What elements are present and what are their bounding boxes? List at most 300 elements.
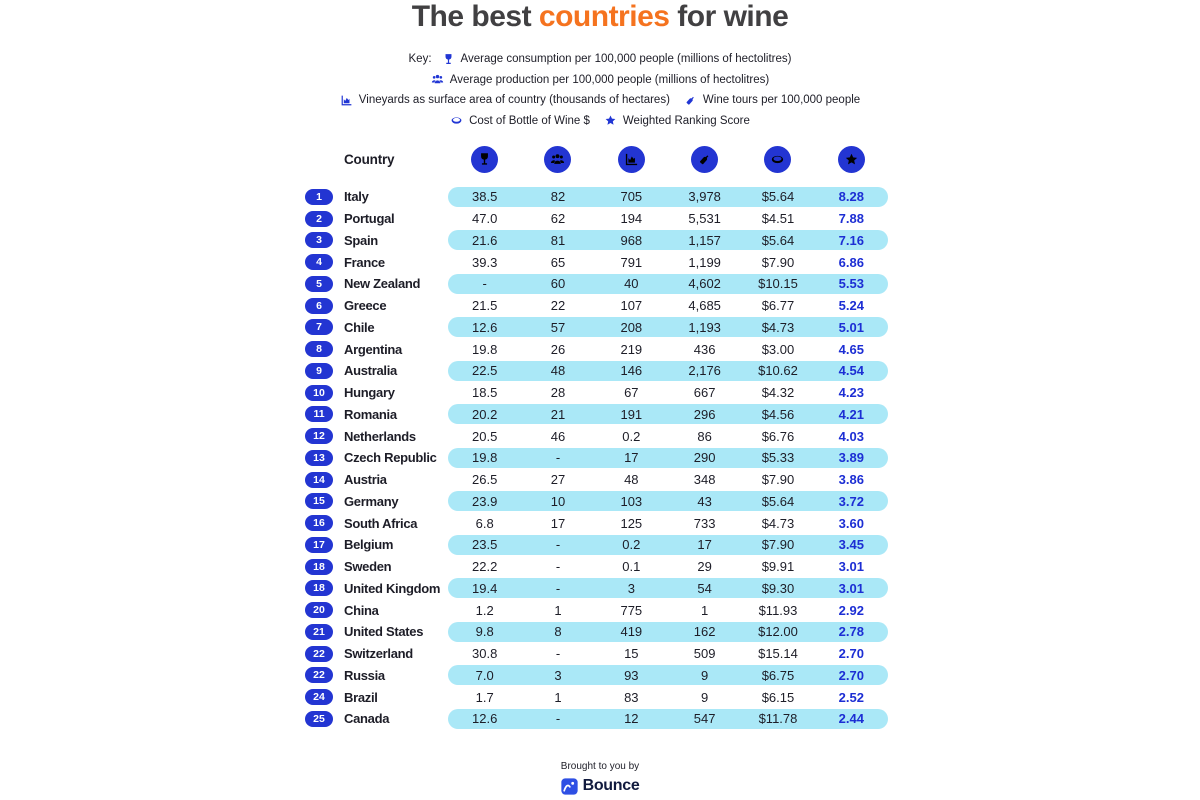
metric-value: $3.00 xyxy=(761,341,795,357)
country-name: Australia xyxy=(344,363,397,379)
metric-value: 9 xyxy=(701,667,709,683)
rank-badge: 5 xyxy=(305,276,333,292)
metric-value: $10.62 xyxy=(758,363,798,379)
ranking-score-value: 7.16 xyxy=(838,232,864,248)
row-values-pill xyxy=(448,470,888,490)
metric-value: $6.75 xyxy=(761,667,795,683)
rank-badge: 21 xyxy=(305,624,333,640)
metric-value: 0.2 xyxy=(622,537,641,553)
title-highlight: countries xyxy=(538,0,670,33)
country-name: South Africa xyxy=(344,515,418,531)
people-icon xyxy=(544,146,571,173)
metric-value: $10.15 xyxy=(758,276,798,292)
ranking-score-value: 2.78 xyxy=(838,624,864,640)
metric-value: 1 xyxy=(554,602,562,618)
country-name: Hungary xyxy=(344,385,395,401)
metric-value: - xyxy=(555,559,561,575)
metric-value: $4.73 xyxy=(761,515,795,531)
row-values-pill xyxy=(448,448,888,468)
metric-value: 348 xyxy=(693,472,716,488)
metric-value: $4.32 xyxy=(761,385,795,401)
brand-logo xyxy=(0,777,1200,795)
legend-line-2 xyxy=(431,70,769,91)
metric-value: $7.90 xyxy=(761,472,795,488)
metric-value: 1 xyxy=(554,689,562,705)
metric-value: 83 xyxy=(624,689,639,705)
legend-item-text: Cost of Bottle of Wine $ xyxy=(469,114,590,127)
table-row xyxy=(305,317,889,339)
metric-value: 62 xyxy=(550,211,566,227)
metric-value: 1.7 xyxy=(475,689,494,705)
metric-value: 705 xyxy=(620,189,643,205)
metric-value: 29 xyxy=(697,559,712,575)
title-suffix: for wine xyxy=(669,0,789,33)
rank-badge: 4 xyxy=(305,254,333,270)
row-values-pill xyxy=(448,644,888,664)
metric-value: 1,157 xyxy=(688,232,721,248)
ranking-score-value: 4.54 xyxy=(838,363,864,379)
metric-value: 3 xyxy=(627,580,635,596)
rank-badge: 18 xyxy=(305,580,333,596)
metric-column-header xyxy=(448,146,521,173)
row-values-pill xyxy=(448,339,888,359)
metric-value: 38.5 xyxy=(472,189,498,205)
table-row xyxy=(305,643,889,665)
wine-glass-icon xyxy=(442,53,455,66)
metric-value: 30.8 xyxy=(472,646,498,662)
metric-value: $5.33 xyxy=(761,450,795,466)
rank-badge: 2 xyxy=(305,211,333,227)
star-icon xyxy=(604,114,617,127)
row-values-pill xyxy=(448,709,888,729)
ranking-score-value: 4.23 xyxy=(838,385,864,401)
metric-value: 20.2 xyxy=(472,406,498,422)
rank-badge: 20 xyxy=(305,602,333,618)
table-row xyxy=(305,534,889,556)
metric-value: 5,531 xyxy=(688,211,721,227)
metric-value: - xyxy=(482,276,487,292)
row-values-pill xyxy=(448,622,888,642)
table-row xyxy=(305,621,889,643)
metric-value: $6.77 xyxy=(761,298,795,314)
ranking-score-value: 3.45 xyxy=(838,537,864,553)
metric-value: 509 xyxy=(693,646,716,662)
metric-value: 28 xyxy=(550,385,566,401)
ranking-score-value: 3.72 xyxy=(838,493,864,509)
metric-value: 3,978 xyxy=(688,189,721,205)
metric-value: $11.93 xyxy=(758,602,798,618)
metric-value: 12.6 xyxy=(472,711,498,727)
metric-value: 2,176 xyxy=(688,363,721,379)
table-row xyxy=(305,230,889,252)
metric-value: 17 xyxy=(550,515,566,531)
metric-value: 26.5 xyxy=(472,472,498,488)
table-row xyxy=(305,425,889,447)
table-row xyxy=(305,295,889,317)
brand-name: Bounce xyxy=(582,777,640,794)
metric-column-header xyxy=(595,146,668,173)
metric-value: 19.4 xyxy=(472,580,498,596)
rank-badge: 22 xyxy=(305,646,333,662)
ranking-score-value: 6.86 xyxy=(838,254,864,270)
metric-column-header xyxy=(741,146,814,173)
metric-value: 21 xyxy=(550,406,566,422)
metric-value: 103 xyxy=(620,493,643,509)
table-row xyxy=(305,251,889,273)
metric-value: 26 xyxy=(550,341,566,357)
row-values-pill xyxy=(448,230,888,250)
ranking-score-value: 3.60 xyxy=(838,515,864,531)
metric-value: 27 xyxy=(550,472,566,488)
rankings-table xyxy=(305,145,889,730)
row-values-pill xyxy=(448,209,888,229)
table-row xyxy=(305,578,889,600)
country-name: Argentina xyxy=(344,341,402,357)
metric-value: 21.5 xyxy=(472,298,498,314)
metric-value: 436 xyxy=(693,341,716,357)
ranking-score-value: 3.01 xyxy=(838,580,864,596)
rank-badge: 24 xyxy=(305,689,333,705)
footer xyxy=(0,761,1200,795)
metric-value: 7.0 xyxy=(475,667,494,683)
table-header-row xyxy=(305,145,889,173)
table-body xyxy=(305,186,889,730)
metric-value: 791 xyxy=(620,254,643,270)
metric-value: 43 xyxy=(697,493,712,509)
legend-item-text: Weighted Ranking Score xyxy=(622,114,750,127)
wine-glass-icon xyxy=(471,146,498,173)
ranking-score-value: 5.24 xyxy=(838,298,864,314)
country-name: Chile xyxy=(344,319,375,335)
rank-badge: 11 xyxy=(305,406,333,422)
vineyard-area-icon xyxy=(618,146,645,173)
metric-value: $6.15 xyxy=(761,689,795,705)
ranking-score-value: 2.52 xyxy=(838,689,864,705)
metric-value: 18.5 xyxy=(472,385,498,401)
country-name: Germany xyxy=(344,493,399,509)
country-name: China xyxy=(344,602,379,618)
row-values-pill xyxy=(448,665,888,685)
title-prefix: The best xyxy=(411,0,539,33)
metric-value: 60 xyxy=(550,276,566,292)
metric-value: 39.3 xyxy=(472,254,498,270)
metric-value: 57 xyxy=(550,319,566,335)
metric-value: $7.90 xyxy=(761,537,795,553)
country-name: Austria xyxy=(344,472,387,488)
legend-item xyxy=(431,73,769,86)
ranking-score-value: 7.88 xyxy=(838,211,864,227)
country-name: Sweden xyxy=(344,559,392,575)
country-name: United Kingdom xyxy=(344,580,441,596)
table-row xyxy=(305,360,889,382)
row-values-pill xyxy=(448,404,888,424)
country-name: United States xyxy=(344,624,424,640)
legend-line-3 xyxy=(340,90,860,111)
legend xyxy=(0,49,1200,131)
ranking-score-value: 2.44 xyxy=(838,711,864,727)
metric-value: 82 xyxy=(550,189,566,205)
country-name: Greece xyxy=(344,298,387,314)
metric-value: 67 xyxy=(624,385,639,401)
legend-label: Key: xyxy=(408,53,432,66)
table-row xyxy=(305,338,889,360)
table-row xyxy=(305,273,889,295)
metric-value: 48 xyxy=(550,363,566,379)
metric-value: 125 xyxy=(620,515,643,531)
ranking-score-value: 3.89 xyxy=(838,450,864,466)
row-values-pill xyxy=(448,361,888,381)
metric-value: 22.2 xyxy=(472,559,498,575)
table-row xyxy=(305,469,889,491)
row-values-pill xyxy=(448,252,888,272)
metric-value: 1.2 xyxy=(475,602,494,618)
metric-value: 9 xyxy=(701,689,709,705)
country-name: Romania xyxy=(344,406,397,422)
metric-value: 3 xyxy=(554,667,562,683)
metric-value: $11.78 xyxy=(758,711,798,727)
metric-value: 47.0 xyxy=(472,211,498,227)
table-row xyxy=(305,556,889,578)
metric-value: $9.30 xyxy=(761,580,795,596)
rank-badge: 25 xyxy=(305,711,333,727)
rank-badge: 1 xyxy=(305,189,333,205)
coin-icon xyxy=(764,146,791,173)
metric-value: 547 xyxy=(693,711,716,727)
metric-value: 12.6 xyxy=(472,319,498,335)
country-name: Portugal xyxy=(344,211,395,227)
table-row xyxy=(305,665,889,687)
metric-value: 146 xyxy=(620,363,643,379)
legend-item xyxy=(442,53,792,66)
country-name: Netherlands xyxy=(344,428,416,444)
metric-value: 0.2 xyxy=(622,428,641,444)
legend-item-text: Vineyards as surface area of country (thousands of hectares) xyxy=(358,94,670,107)
country-name: Spain xyxy=(344,232,378,248)
row-values-pill xyxy=(448,535,888,555)
page-title xyxy=(0,0,1200,34)
metric-value: 10 xyxy=(550,493,566,509)
star-icon xyxy=(838,146,865,173)
rank-badge: 16 xyxy=(305,515,333,531)
rank-badge: 13 xyxy=(305,450,333,466)
metric-value: 1,199 xyxy=(688,254,721,270)
metric-column-header xyxy=(815,146,888,173)
ranking-score-value: 3.01 xyxy=(838,559,864,575)
rank-badge: 17 xyxy=(305,537,333,553)
country-name: France xyxy=(344,254,385,270)
rank-badge: 3 xyxy=(305,232,333,248)
metric-value: $6.76 xyxy=(761,428,795,444)
row-values-pill xyxy=(448,274,888,294)
legend-line-4 xyxy=(450,111,750,132)
metric-value: 1,193 xyxy=(688,319,721,335)
table-row xyxy=(305,186,889,208)
metric-value: 107 xyxy=(620,298,643,314)
metric-value: 208 xyxy=(620,319,643,335)
metric-value: 65 xyxy=(550,254,566,270)
ranking-score-value: 8.28 xyxy=(838,189,864,205)
table-row xyxy=(305,708,889,730)
metric-value: 21.6 xyxy=(472,232,498,248)
metric-value: 733 xyxy=(693,515,716,531)
metric-value: $4.51 xyxy=(761,211,795,227)
country-name: Russia xyxy=(344,667,385,683)
metric-value: 23.9 xyxy=(472,493,498,509)
metric-value: - xyxy=(555,646,561,662)
row-values-pill xyxy=(448,600,888,620)
people-icon xyxy=(431,73,444,86)
metric-value: 219 xyxy=(620,341,643,357)
metric-column-header xyxy=(668,146,741,173)
metric-value: 48 xyxy=(624,472,639,488)
country-name: Belgium xyxy=(344,537,394,553)
rank-badge: 15 xyxy=(305,493,333,509)
row-values-pill xyxy=(448,578,888,598)
metric-value: $15.14 xyxy=(758,646,798,662)
metric-value: 0.1 xyxy=(622,559,641,575)
metric-value: 17 xyxy=(624,450,639,466)
metric-value: $7.90 xyxy=(761,254,795,270)
metric-value: 23.5 xyxy=(472,537,498,553)
footer-tagline: Brought to you by xyxy=(560,761,640,772)
wine-bottle-icon xyxy=(684,94,697,107)
metric-value: $5.64 xyxy=(761,232,795,248)
row-values-pill xyxy=(448,187,888,207)
metric-value: 40 xyxy=(624,276,639,292)
row-values-pill xyxy=(448,513,888,533)
row-values-pill xyxy=(448,557,888,577)
row-values-pill xyxy=(448,687,888,707)
country-name: Czech Republic xyxy=(344,450,437,466)
legend-item xyxy=(684,94,860,107)
metric-value: 22 xyxy=(550,298,566,314)
metric-value: 54 xyxy=(697,580,712,596)
wine-bottle-icon xyxy=(691,146,718,173)
metric-value: 19.8 xyxy=(472,450,498,466)
legend-item-text: Wine tours per 100,000 people xyxy=(702,94,861,107)
metric-value: 667 xyxy=(693,385,716,401)
metric-value: 775 xyxy=(620,602,643,618)
metric-value: 9.8 xyxy=(475,624,494,640)
row-values-pill xyxy=(448,426,888,446)
rank-badge: 12 xyxy=(305,428,333,444)
table-row xyxy=(305,382,889,404)
metric-value: 46 xyxy=(550,428,566,444)
table-row xyxy=(305,686,889,708)
metric-value: 81 xyxy=(550,232,566,248)
metric-value: 1 xyxy=(701,602,709,618)
rank-badge: 6 xyxy=(305,298,333,314)
vineyard-area-icon xyxy=(340,94,353,107)
ranking-score-value: 4.21 xyxy=(838,406,864,422)
ranking-score-value: 2.70 xyxy=(838,667,864,683)
country-name: Italy xyxy=(344,189,369,205)
metric-column-headers xyxy=(448,146,888,173)
legend-line-1 xyxy=(409,49,792,70)
country-name: Brazil xyxy=(344,689,378,705)
rank-badge: 22 xyxy=(305,667,333,683)
legend-item xyxy=(340,94,670,107)
metric-value: $5.64 xyxy=(761,493,795,509)
ranking-score-value: 5.53 xyxy=(838,276,864,292)
legend-item-text: Average production per 100,000 people (millions of hectolitres) xyxy=(449,73,770,86)
metric-value: 19.8 xyxy=(472,341,498,357)
metric-value: 194 xyxy=(620,211,643,227)
rank-badge: 14 xyxy=(305,472,333,488)
metric-value: 4,602 xyxy=(688,276,721,292)
metric-value: 4,685 xyxy=(688,298,721,314)
metric-value: 6.8 xyxy=(475,515,494,531)
metric-value: - xyxy=(555,580,561,596)
ranking-score-value: 4.03 xyxy=(838,428,864,444)
metric-value: 86 xyxy=(697,428,712,444)
coin-icon xyxy=(450,114,463,127)
metric-value: $9.91 xyxy=(761,559,795,575)
metric-value: 20.5 xyxy=(472,428,498,444)
country-column-header: Country xyxy=(344,151,395,167)
table-row xyxy=(305,447,889,469)
metric-value: - xyxy=(555,711,561,727)
metric-value: 162 xyxy=(693,624,716,640)
ranking-score-value: 2.92 xyxy=(838,602,864,618)
rank-badge: 7 xyxy=(305,319,333,335)
table-row xyxy=(305,512,889,534)
legend-item xyxy=(604,114,750,127)
table-row xyxy=(305,599,889,621)
metric-value: 191 xyxy=(620,406,643,422)
ranking-score-value: 2.70 xyxy=(838,646,864,662)
legend-item-text: Average consumption per 100,000 people (millions of hectolitres) xyxy=(460,53,792,66)
metric-value: 93 xyxy=(624,667,639,683)
metric-value: - xyxy=(555,450,561,466)
country-name: Canada xyxy=(344,711,390,727)
metric-value: $4.73 xyxy=(761,319,795,335)
metric-value: 15 xyxy=(624,646,639,662)
metric-value: $5.64 xyxy=(761,189,795,205)
table-row xyxy=(305,208,889,230)
metric-value: 22.5 xyxy=(472,363,498,379)
metric-value: 17 xyxy=(697,537,712,553)
bounce-logo-icon xyxy=(561,778,578,795)
row-values-pill xyxy=(448,491,888,511)
metric-value: $4.56 xyxy=(761,406,795,422)
metric-value: 419 xyxy=(620,624,643,640)
row-values-pill xyxy=(448,317,888,337)
metric-value: 290 xyxy=(693,450,716,466)
rank-badge: 18 xyxy=(305,559,333,575)
metric-value: 968 xyxy=(620,232,643,248)
rank-badge: 10 xyxy=(305,385,333,401)
ranking-score-value: 5.01 xyxy=(838,319,864,335)
row-values-pill xyxy=(448,296,888,316)
metric-value: $12.00 xyxy=(758,624,798,640)
table-row xyxy=(305,491,889,513)
ranking-score-value: 3.86 xyxy=(838,472,864,488)
metric-value: 8 xyxy=(554,624,562,640)
rank-badge: 8 xyxy=(305,341,333,357)
country-name: New Zealand xyxy=(344,276,421,292)
rank-badge: 9 xyxy=(305,363,333,379)
table-row xyxy=(305,404,889,426)
metric-value: - xyxy=(555,537,561,553)
legend-item xyxy=(450,114,590,127)
metric-value: 12 xyxy=(624,711,639,727)
metric-value: 296 xyxy=(693,406,716,422)
metric-column-header xyxy=(521,146,594,173)
country-name: Switzerland xyxy=(344,646,413,662)
ranking-score-value: 4.65 xyxy=(838,341,864,357)
row-values-pill xyxy=(448,383,888,403)
